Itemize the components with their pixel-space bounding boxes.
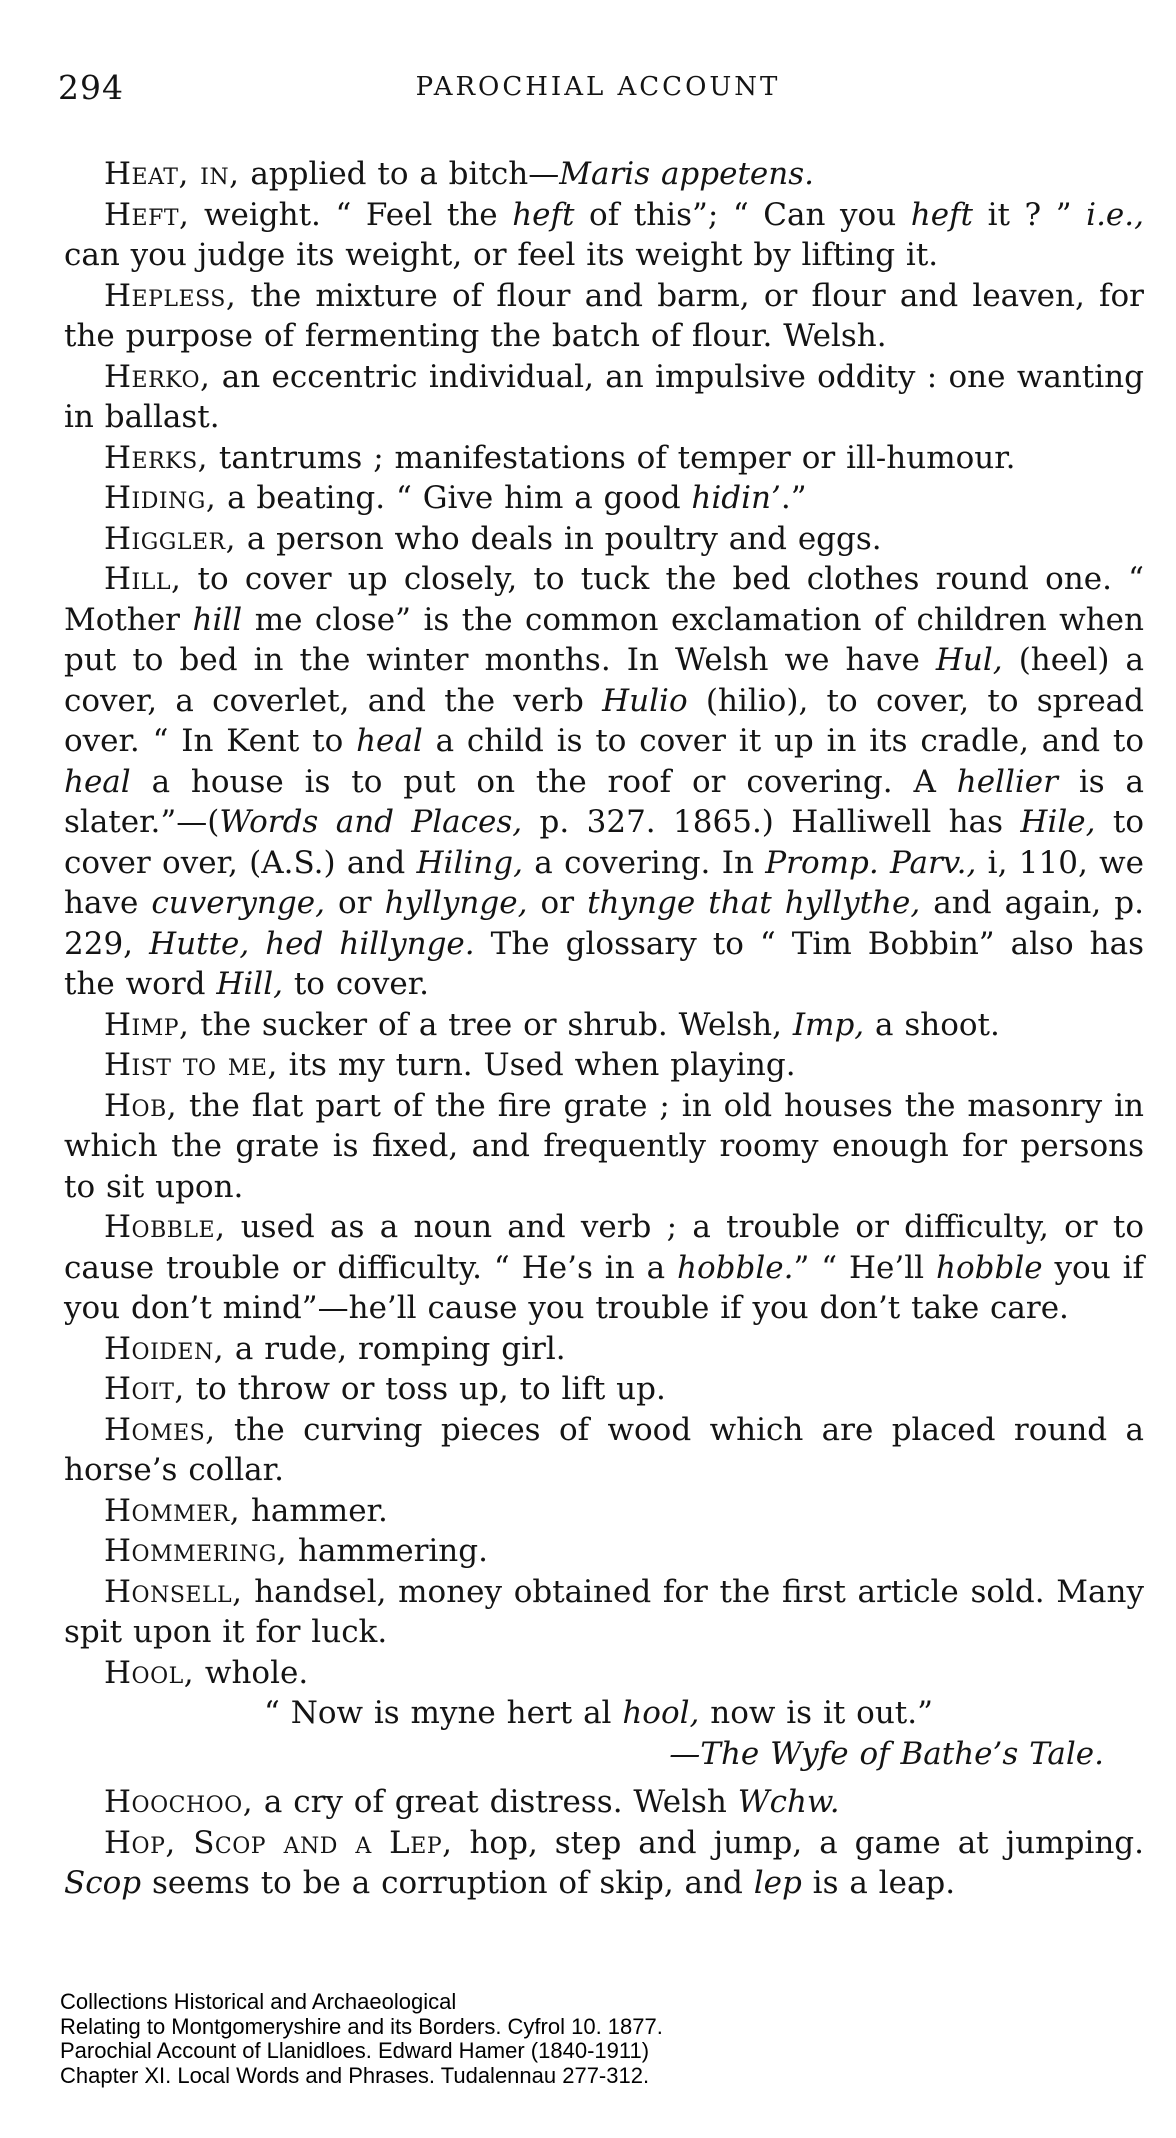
definition: used as a noun and verb ; a trouble or difficulty, or to cause trouble or difficulty. “ He’s in a xyxy=(64,1209,1144,1286)
definition-italic: Hill, xyxy=(216,966,283,1002)
headword: Heft, xyxy=(104,196,190,233)
entry-hop-scop-and-a-lep xyxy=(64,1823,1144,1904)
headword: Hoochoo, xyxy=(104,1784,254,1820)
definition-italic: hobble. xyxy=(677,1249,794,1286)
headword: Hool, xyxy=(104,1654,195,1691)
definition-italic: lep xyxy=(753,1865,802,1901)
definition: of this”; “ Can you xyxy=(574,196,911,233)
definition-italic: hellier xyxy=(956,763,1058,800)
definition: i, 110, we have xyxy=(64,844,1145,921)
entry-hoit xyxy=(64,1369,1144,1410)
definition: to throw or toss up, to lift up. xyxy=(184,1371,666,1407)
definition: p. 327. 1865.) Halliwell has xyxy=(522,804,1021,840)
definition-italic: Imp, xyxy=(792,1006,865,1043)
definition: a cry of great distress. Welsh xyxy=(253,1784,738,1820)
definition-italic: hidin’ xyxy=(691,480,781,516)
definition: me close” is the common exclamation of children when put to bed in the winter months. In Welsh we have xyxy=(64,601,1144,678)
definition: hammering. xyxy=(287,1533,488,1569)
headword: Hop, Scop and a Lep, xyxy=(104,1824,453,1861)
page-header xyxy=(58,68,1138,118)
definition-italic: Wchw. xyxy=(737,1784,840,1820)
headword: Hommering, xyxy=(104,1533,288,1569)
definition-italic: Hulio xyxy=(602,682,688,719)
definition: a beating. “ Give him a good xyxy=(216,480,692,516)
quotation-italic: hool, xyxy=(622,1695,700,1731)
headword: Hepless, xyxy=(104,277,237,314)
definition: a covering. In xyxy=(522,844,766,881)
definition: a person who deals in poultry and eggs. xyxy=(235,520,882,557)
headword: Hobble, xyxy=(104,1209,226,1245)
definition: hop, step and jump, a game at jumping. xyxy=(452,1824,1144,1861)
entry-higgler xyxy=(64,519,1144,560)
headword: Herks, xyxy=(104,439,209,476)
definition: an eccentric individual, an impulsive oddity : one wanting in ballast. xyxy=(64,358,1144,435)
quotation-line xyxy=(64,1693,1144,1734)
definition: it ? ” xyxy=(973,196,1087,233)
page-number: 294 xyxy=(58,68,124,107)
definition: seems to be a corruption of skip, and xyxy=(141,1865,754,1901)
entry-hepless xyxy=(64,276,1144,357)
definition: is a slater.”—( xyxy=(64,763,1144,840)
definition-italic: Hiling, xyxy=(416,844,523,881)
entry-heat xyxy=(64,154,1144,195)
entry-hoiden xyxy=(64,1329,1144,1370)
definition: is a leap. xyxy=(801,1865,956,1901)
definition-italic: heal xyxy=(64,763,131,800)
entry-himp xyxy=(64,1005,1144,1046)
definition-italic: Promp. Parv., xyxy=(765,844,977,881)
entry-hommer xyxy=(64,1491,1144,1532)
definition: and again, p. 229, xyxy=(64,885,1144,962)
headword: Hill, xyxy=(104,561,182,597)
definition: the mixture of flour and barm, or flour and leaven, for the purpose of fermenting the batch of flour. Welsh. xyxy=(64,277,1144,354)
definition: a house is to put on the roof or covering. A xyxy=(130,763,957,800)
entry-herko xyxy=(64,357,1144,438)
headword: Hiding, xyxy=(104,480,217,516)
headword: Higgler, xyxy=(104,520,236,557)
quotation-source: —The Wyfe of Bathe’s Tale. xyxy=(669,1735,1104,1772)
definition-italic: hyllynge, xyxy=(384,885,528,921)
headword: Honsell, xyxy=(104,1573,243,1610)
entry-hommering xyxy=(64,1531,1144,1572)
definition-italic: i.e., xyxy=(1086,196,1144,233)
headword: Hoiden, xyxy=(104,1330,225,1367)
entry-homes xyxy=(64,1410,1144,1491)
citation-line: Parochial Account of Llanidloes. Edward Hamer (1840-1911) xyxy=(60,2038,650,2063)
definition: handsel, money obtained for the first article sold. Many spit upon it for luck. xyxy=(64,1573,1144,1650)
definition-italic: thynge that hyllythe, xyxy=(587,885,921,921)
headword: Homes, xyxy=(104,1411,216,1448)
definition: the sucker of a tree or shrub. Welsh, xyxy=(189,1006,793,1043)
definition: a shoot. xyxy=(864,1006,1000,1043)
definition-italic: Hutte, hed hillynge. xyxy=(149,925,475,962)
headword: Herko, xyxy=(104,358,211,395)
entry-hobble xyxy=(64,1207,1144,1329)
headword: Himp, xyxy=(104,1006,190,1043)
definition-italic: hobble xyxy=(936,1249,1043,1286)
entry-hill xyxy=(64,559,1144,1005)
definition-italic: Hul, xyxy=(935,642,1003,678)
definition: (hilio), to cover, to spread over. “ In Kent to xyxy=(64,682,1144,759)
definition: can you judge its weight, or feel its weight by lifting it. xyxy=(64,237,939,273)
citation-line: Chapter XI. Local Words and Phrases. Tudalennau 277-312. xyxy=(60,2062,650,2088)
definition: or xyxy=(324,885,385,921)
headword: Heat, in, xyxy=(104,156,240,192)
citation-line: Relating to Montgomeryshire and its Borders. Cyfrol 10. 1877. xyxy=(60,2013,663,2039)
definition: to cover. xyxy=(282,966,429,1002)
quotation-text: now is it out.” xyxy=(699,1695,933,1731)
definition: weight. “ Feel the xyxy=(189,196,513,233)
definition-italic: Scop xyxy=(64,1865,142,1901)
source-citation xyxy=(60,1990,1140,2088)
definition-italic: heal xyxy=(356,723,423,759)
headword: Hist to me, xyxy=(104,1047,278,1083)
entry-hool xyxy=(64,1653,1144,1694)
headword: Hob, xyxy=(104,1087,178,1124)
definition-italic: Hile, xyxy=(1020,804,1096,840)
definition: .” xyxy=(780,480,807,516)
headword: Hommer, xyxy=(104,1492,241,1529)
definition: or xyxy=(527,885,588,921)
definition: a rude, romping girl. xyxy=(224,1330,566,1367)
entry-heft xyxy=(64,195,1144,276)
definition: its my turn. Used when playing. xyxy=(277,1047,796,1083)
definition-italic: hill xyxy=(192,601,243,638)
definition: to cover over, (A.S.) and xyxy=(64,804,1145,881)
quotation-text: “ Now is myne hert al xyxy=(264,1695,623,1731)
definition: a child is to cover it up in its cradle, and to xyxy=(422,723,1144,759)
definition-italic: cuverynge, xyxy=(151,885,325,921)
definition: hammer. xyxy=(240,1492,388,1529)
definition: whole. xyxy=(194,1654,309,1691)
definition-italic: Words and Places, xyxy=(219,804,523,840)
entry-hist-to-me xyxy=(64,1045,1144,1086)
entry-hob xyxy=(64,1086,1144,1208)
definition-italic: Maris appetens. xyxy=(559,156,815,192)
headword: Hoit, xyxy=(104,1371,185,1407)
definition: applied to a bitch— xyxy=(239,156,560,192)
definition: you if you don’t mind”—he’ll cause you trouble if you don’t take care. xyxy=(64,1249,1144,1326)
running-title: PAROCHIAL ACCOUNT xyxy=(415,72,781,102)
definition: to cover up closely, to tuck the bed clothes round one. “ Mother xyxy=(64,561,1144,638)
definition-italic: heft xyxy=(910,196,974,233)
glossary-body xyxy=(64,154,1144,1904)
entry-honsell xyxy=(64,1572,1144,1653)
definition: the flat part of the fire grate ; in old houses the masonry in which the grate is fixed, and frequently roomy enough for persons to sit upon. xyxy=(64,1087,1144,1205)
definition: (heel) a cover, a coverlet, and the verb xyxy=(64,642,1145,719)
definition: tantrums ; manifestations of temper or ill-humour. xyxy=(208,439,1016,476)
citation-line: Collections Historical and Archaeological xyxy=(60,1989,457,2014)
definition: the curving pieces of wood which are placed round a horse’s collar. xyxy=(64,1411,1144,1488)
entry-herks xyxy=(64,438,1144,479)
definition: The glossary to “ Tim Bobbin” also has the word xyxy=(64,925,1145,1002)
entry-hoochoo xyxy=(64,1782,1144,1823)
quotation xyxy=(64,1693,1144,1774)
definition-italic: heft xyxy=(512,196,575,233)
entry-hiding xyxy=(64,478,1144,519)
definition: ” “ He’ll xyxy=(793,1249,937,1286)
